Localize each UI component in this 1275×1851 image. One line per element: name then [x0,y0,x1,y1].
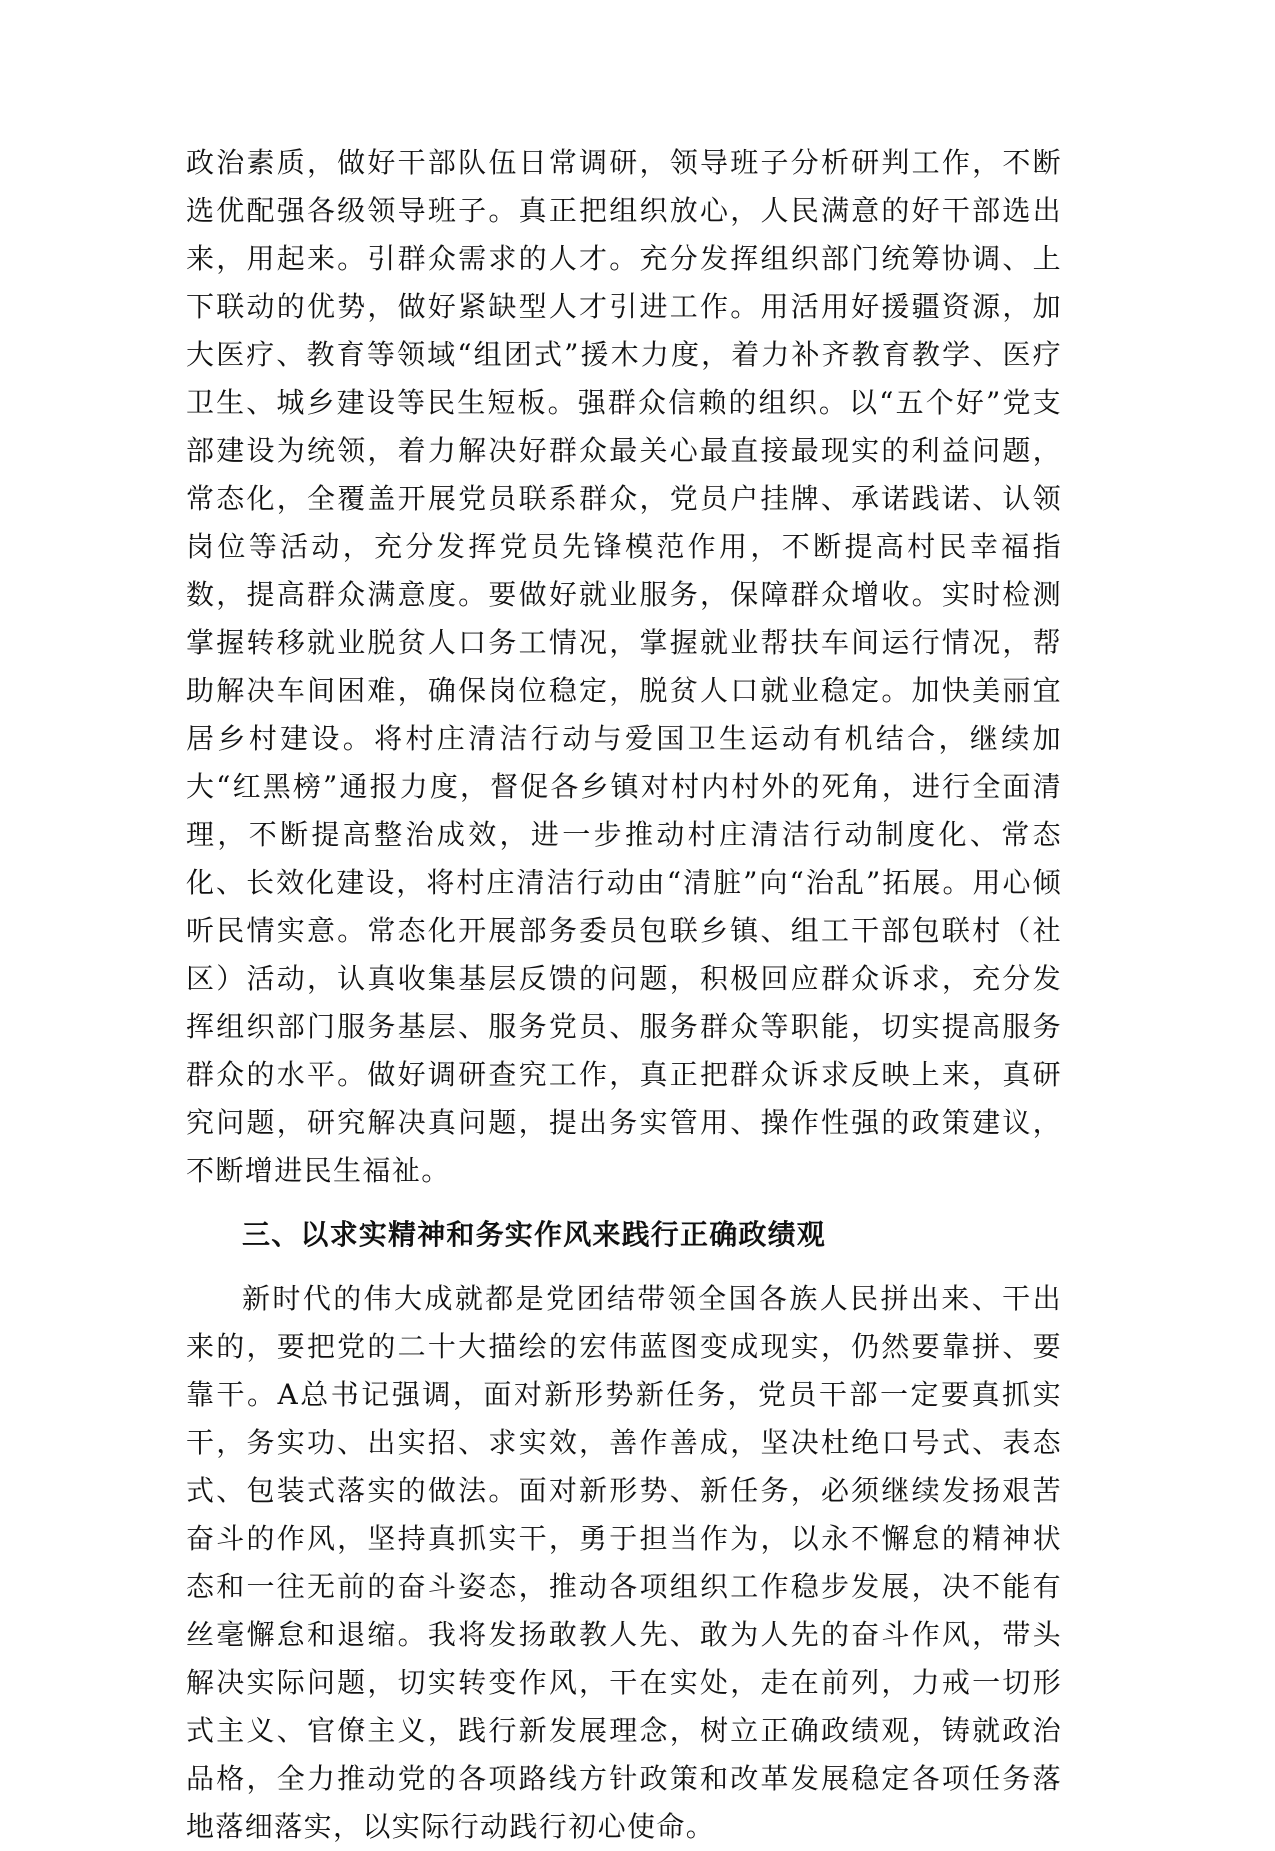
section-heading: 三、以求实精神和务实作风来践行正确政绩观 [242,1218,827,1251]
body-paragraph: 新时代的伟大成就都是党团结带领全国各族人民拼出来、干出来的，要把党的二十大描绘的宏伟蓝图变成现实，仍然要靠拼、要靠干。A总书记强调，面对新形势新任务，党员干部一定要真抓实干，务实功、出实招、求实效，善作善成，坚决杜绝口号式、表态式、包装式落实的做法。面对新形势、新任务，必须继续发扬艰苦奋斗的作风，坚持真抓实干，勇于担当作为，以永不懈怠的精神状态和一往无前的奋斗姿态，推动各项组织工作稳步发展，决不能有丝毫懈怠和退缩。我将发扬敢教人先、敢为人先的奋斗作风，带头解决实际问题，切实转变作风，干在实处，走在前列，力戒一切形式主义、官僚主义，践行新发展理念，树立正确政绩观，铸就政治品格，全力推动党的各项路线方针政策和改革发展稳定各项任务落地落细落实，以实际行动践行初心使命。 [186,1282,1062,1843]
body-paragraph: 政治素质，做好干部队伍日常调研，领导班子分析研判工作，不断选优配强各级领导班子。真正把组织放心，人民满意的好干部选出来，用起来。引群众需求的人才。充分发挥组织部门统筹协调、上下联动的优势，做好紧缺型人才引进工作。用活用好援疆资源，加大医疗、教育等领域“组团式”援木力度，着力补齐教育教学、医疗卫生、城乡建设等民生短板。强群众信赖的组织。以“五个好”党支部建设为统领，着力解决好群众最关心最直接最现实的利益问题，常态化，全覆盖开展党员联系群众，党员户挂牌、承诺践诺、认领岗位等活动，充分发挥党员先锋模范作用，不断提高村民幸福指数，提高群众满意度。要做好就业服务，保障群众增收。实时检测掌握转移就业脱贫人口务工情况，掌握就业帮扶车间运行情况，帮助解决车间困难，确保岗位稳定，脱贫人口就业稳定。加快美丽宜居乡村建设。将村庄清洁行动与爱国卫生运动有机结合，继续加大“红黑榜”通报力度，督促各乡镇对村内村外的死角，进行全面清理，不断提高整治成效，进一步推动村庄清洁行动制度化、常态化、长效化建设，将村庄清洁行动由“清脏”向“治乱”拓展。用心倾听民情实意。常态化开展部务委员包联乡镇、组工干部包联村（社区）活动，认真收集基层反馈的问题，积极回应群众诉求，充分发挥组织部门服务基层、服务党员、服务群众等职能，切实提高服务群众的水平。做好调研查究工作，真正把群众诉求反映上来，真研究问题，研究解决真问题，提出务实管用、操作性强的政策建议，不断增进民生福祉。 [186,146,1062,1187]
document-body [186,139,1062,1851]
